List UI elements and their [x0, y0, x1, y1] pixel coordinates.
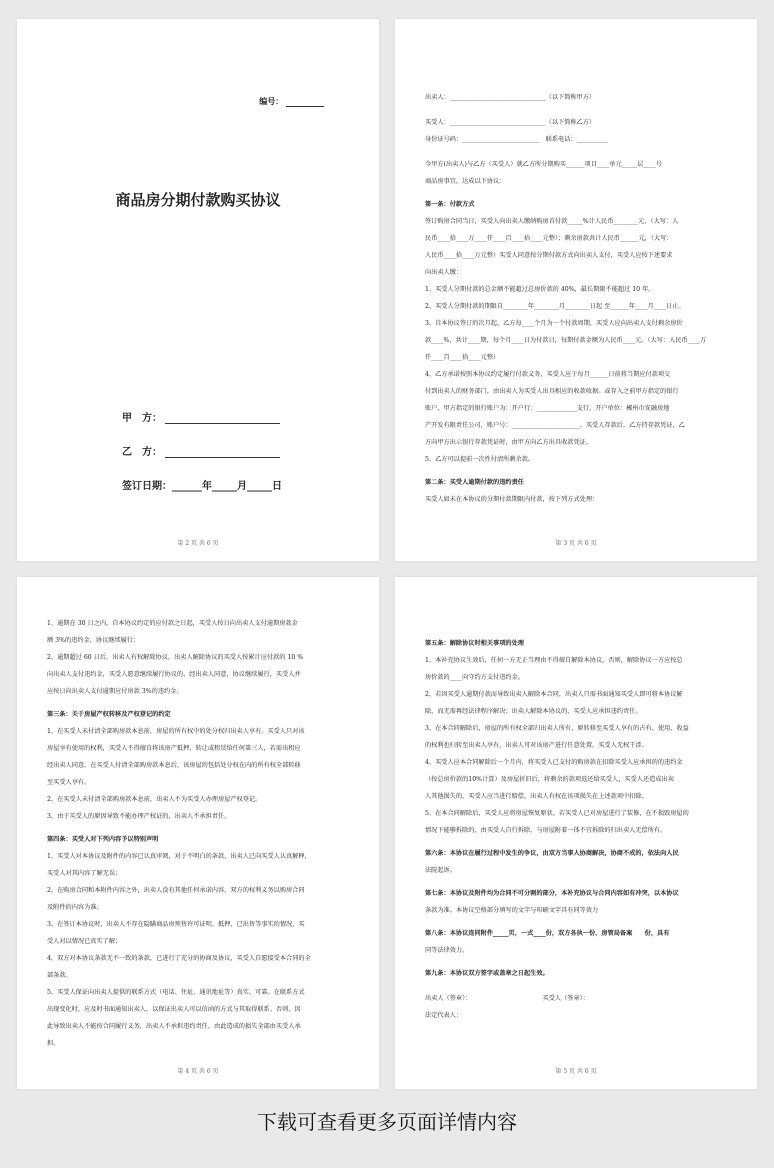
text-line: 出卖人（签章）： 买受人（签章）：: [425, 995, 589, 1002]
download-caption: 下载可查看更多页面详情内容: [257, 1110, 517, 1134]
contract-number-blank: [286, 95, 324, 107]
clause-heading: 第一条：付款方式: [425, 201, 475, 208]
text-line: 法院起诉。: [425, 867, 456, 874]
text-line: 方向甲方出示银行存款凭证时，由甲方向乙方出具收款凭证。: [425, 439, 593, 446]
party-a-blank: [165, 412, 280, 424]
text-line: 身份证号码：_________________________ 联系电话：__________: [425, 136, 608, 143]
text-line: 出现变化时，应及时书面通知出卖人，以保证出卖人可以信函的方式与其取得联系。否则，因: [47, 1006, 301, 1013]
text-line: 2、若因买受人逾期付款而导致出卖人解除本合同，出卖人只需书面通知买受人即可将本协议解: [425, 691, 683, 698]
text-line: 款____%，共计____期，每个月____日为付款日，每期付款金额为人民币____元。（大写：人民币____万: [425, 337, 707, 344]
clause-heading: 第四条：买受人对下列内容予以特别声明: [47, 836, 159, 843]
page-footer: 第 3 页 共 6 页: [555, 540, 597, 547]
page-4: [395, 577, 757, 1089]
text-line: 房价款的____向守约方支付违约金。: [425, 674, 524, 681]
text-line: 房屋享有使用的权利，买受人不得擅自将该房产抵押、转让或租赁给任何第三人，若需出租应: [47, 745, 301, 752]
text-line: 应按日向出卖人支付逾期应付房款 3%的违约金。: [47, 688, 183, 695]
text-line: 2、买受人分期付款的期限自________年________月________日起 至______年____月____日止。: [425, 303, 685, 310]
text-line: 买受人如未在本协议的分期付款期限内付款，按下列方式处理：: [425, 496, 599, 503]
text-line: 1、逾期在 30 日之内，自本协议约定的应付款之日起，买受人按日向出卖人支付逾期房款金: [47, 620, 298, 627]
spacer: [425, 106, 727, 114]
sign-date: 签订日期：______年_____月_____日: [122, 481, 282, 492]
page-body: [47, 615, 349, 1052]
text-line: 4、双方对本协议条款无不一致的条款，已进行了充分的协商及协议，买受人自愿接受本合同的全: [47, 955, 311, 962]
text-line: 签订购房合同当日，买受人向出卖人缴纳购房首付款_____%计人民币________元，（大写：人: [425, 218, 679, 225]
page-3: [17, 577, 379, 1089]
clause-heading: 第七条：本协议及附件均为合同不可分割的部分，本补充协议与合同内容如有冲突，以本协议: [425, 890, 679, 897]
text-line: 1、在买受人未付清全部购房款本息前，房屋的所有权中的处分权归出卖人享有。买受人只对该: [47, 728, 305, 735]
text-line: 1、买受人对本协议及附件的内容已认真审阅，对于不明白的条款，出卖人已向买受人认真解释，: [47, 853, 311, 860]
spacer: [425, 148, 727, 156]
text-line: 同等法律效力。: [425, 947, 469, 954]
document-title: 商品房分期付款购买协议: [115, 191, 281, 209]
text-line: 民币____拾____万____仟____百____拾____元整）；剩余房款共计人民币______元，（大写：: [425, 235, 673, 242]
clause-heading: 第九条：本协议双方签字或盖章之日起生效。: [425, 970, 549, 977]
party-b-label: 乙 方：: [122, 447, 162, 458]
text-line: 买受人：_______________________________（以下简称乙方）: [425, 119, 596, 126]
page-footer: 第 4 页 共 6 页: [177, 1068, 219, 1075]
text-line: 1、买受人分期付款的总金额不能超过总房价款的 40%，最长期限不能超过 10 年。: [425, 286, 655, 293]
clause-heading: 第二条：买受人逾期付款的违约责任: [425, 479, 524, 486]
party-b-blank: [165, 446, 280, 458]
party-a-line: [122, 409, 280, 424]
clause-heading: 第八条：本协议连同附件_____页，一式____份，双方各执一份，房管局备案 份，具有: [425, 930, 670, 937]
text-line: 法定代表人：: [425, 1012, 463, 1019]
text-line: 的权利也归转至出卖人享有，出卖人可对该房产进行任意处置，买受人无权干涉。: [425, 742, 648, 749]
text-line: 3、自本协议签订的次月起，乙方每____个月为一个付款周期，买受人应向出卖人支付剩余房价: [425, 320, 683, 327]
text-line: 2、在购房合同和本附件内容之外，出卖人没有其他任何承诺内容，双方的权利义务以购房合同: [47, 887, 305, 894]
text-line: 及附件的内容为准。: [47, 904, 103, 911]
page-body: [425, 89, 727, 508]
text-line: 商品房事宜，达成以下协议：: [425, 178, 506, 185]
page-2: [395, 19, 757, 561]
party-a-label: 甲 方：: [122, 413, 162, 424]
text-line: 4、买受人应本合同解除后一个月内，将买受人已支付的购房款在扣除买受人应承担的的违约金: [425, 759, 683, 766]
text-line: 2、在买受人未付清全部购房款本息前，出卖人不为买受人办理房屋产权登记。: [47, 796, 262, 803]
text-line: 仟____百____拾____元整）: [425, 354, 500, 361]
text-line: 受人对以情况已真实了解；: [47, 938, 122, 945]
text-line: 3、由于买受人的原因导致不能办理产权证的，出卖人不承担责任。: [47, 813, 231, 820]
clause-heading: 第三条：关于房屋产权转移及产权登记的约定: [47, 711, 171, 718]
page-body: [425, 629, 727, 1024]
text-line: 人民币____拾____万元整）买受人同意按分期付款方式向出卖人支付，买受人应按下述要求: [425, 252, 673, 259]
text-line: 2、逾期超过 60 日后，出卖人有权解除协议。出卖人解除协议的买受人按累计应付款的 10 %: [47, 654, 304, 661]
text-line: 情况下能够拆除的，由买受人自行拆除，与房屋附着一体不宜拆除的归出卖人无偿所有。: [425, 827, 667, 834]
page-footer: 第 2 页 共 6 页: [177, 540, 219, 547]
text-line: 至买受人享有。: [47, 779, 91, 786]
contract-number: [259, 95, 324, 107]
text-line: 5、买受人保证向出卖人提供的联系方式（电话、住址、通讯地址等）真实、可靠。在联系方式: [47, 989, 305, 996]
text-line: 3、在签订本协议时，出卖人不存在隐瞒商品房预售许可证明、抵押、已出售等事实的情况，买: [47, 921, 305, 928]
text-line: 产开发有限责任公司，账户号：______________________。买受人存款后，乙方持存款凭证，乙: [425, 422, 685, 429]
text-line: 部条款。: [47, 972, 72, 979]
text-line: 付到出卖人的财务部门，由出卖人为买受人出具相应的收款收据。或存入之前甲方指定的银行: [425, 388, 679, 395]
text-line: 1、本补充协议生效后，任何一方无正当理由不得擅自解除本协议，否则，解除协议一方应按总: [425, 657, 683, 664]
text-line: 人其他损失的，买受人应当进行赔偿，出卖人有权在该项损失在上述款项中扣除。: [425, 793, 648, 800]
contract-number-label: 编号：: [259, 96, 284, 106]
text-line: 4、乙方承诺按照本协议约定履行付款义务，买受人应于每月______日前将当期应付款项交: [425, 371, 671, 378]
text-line: 今甲方(出卖人)与乙方（买受人）就乙方所分期购买______项目____单元_____层____号: [425, 161, 662, 168]
text-line: 向出卖人缴：: [425, 269, 463, 276]
text-line: 此导致出卖人不能按合同履行义务，出卖人不承担违约责任，由此造成的损失全部由买受人承: [47, 1023, 301, 1030]
spacer: [425, 982, 727, 990]
text-line: 额 3%的违约金，协议继续履行；: [47, 637, 140, 644]
clause-heading: 第五条：解除协议时相关事项的处理: [425, 640, 524, 647]
text-line: 3、在本合同解除后，房屋的所有权全部归出卖人所有，原转移至买受人享有的占有、使用、收益: [425, 725, 689, 732]
text-line: 出卖人：_______________________________（以下简称甲方）: [425, 94, 596, 101]
text-line: 向出卖人支付违约金，买受人愿意继续履行协议的，经出卖人同意，协议继续履行，买受人并: [47, 671, 301, 678]
text-line: 除，而无需再经法律程序解决；出卖人解除本协议的，买受人应承担违约责任。: [425, 708, 642, 715]
clause-heading: 第六条：本协议在履行过程中发生的争议，由双方当事人协商解决，协商不成的，依法向人民: [425, 850, 679, 857]
page-cover: [17, 19, 379, 561]
text-line: 5、乙方可以提前一次性付清所剩余款。: [425, 456, 535, 463]
text-line: 经出卖人同意。在买受人付清全部购房款本息后，该房屋的包括处分权在内的所有权全部转移: [47, 762, 301, 769]
party-b-line: [122, 443, 280, 458]
page-footer: 第 5 页 共 6 页: [555, 1068, 597, 1075]
text-line: （按总房价款的10%计算）及房屋折旧后，将剩余的款项返还给买受人，买受人还造成出卖: [425, 776, 674, 783]
text-line: 买受人对其内容了解无误；: [47, 870, 122, 877]
text-line: 账户，甲方指定的银行账户为：开户行：_____________支行，开户单位：郴州市安融房地: [425, 405, 670, 412]
text-line: 条款为准。本协议空格部分填写的文字与印刷文字具有同等效力: [425, 907, 599, 914]
text-line: 担。: [47, 1040, 60, 1047]
text-line: 5、在本合同解除后，买受人应将房屋恢复原状。若买受人已对房屋进行了装修，在不损毁房屋的: [425, 810, 689, 817]
